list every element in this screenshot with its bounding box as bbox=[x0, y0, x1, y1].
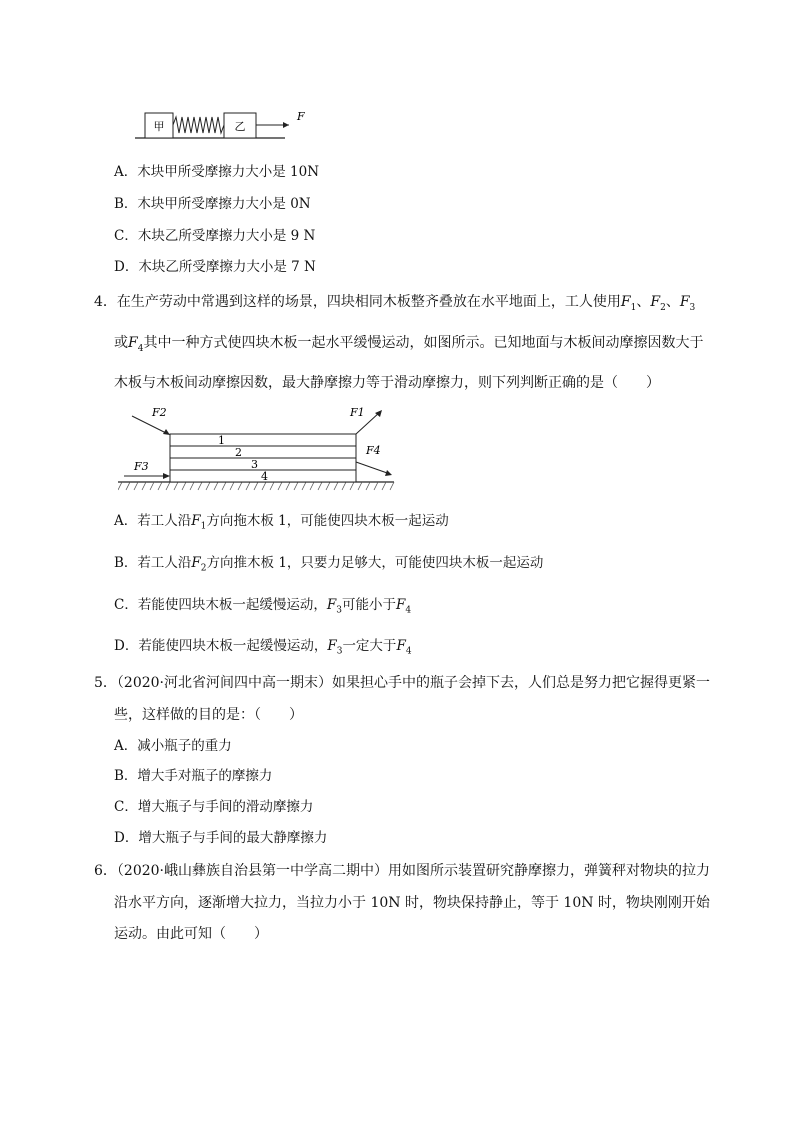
q4-option-c: C．若能使四块木板一起缓慢运动，$F_3$可能小于$F_4$ bbox=[114, 597, 412, 616]
board-3-label: 3 bbox=[251, 458, 258, 471]
q4-line-1: 4．在生产劳动中常遇到这样的场景，四块相同木板整齐叠放在水平地面上，工人使用$F_1$、$F_2$、$F_3$ bbox=[94, 294, 696, 313]
q6-line-2: 沿水平方向，逐渐增大拉力，当拉力小于 10N 时，物块保持静止，等于 10N 时，物块刚刚开始 bbox=[114, 895, 710, 911]
block-yi-label: 乙 bbox=[234, 120, 246, 133]
force-f4-label: F4 bbox=[366, 444, 381, 457]
q5-option-d: D．增大瓶子与手间的最大静摩擦力 bbox=[114, 830, 328, 846]
board-2-label: 2 bbox=[235, 446, 242, 459]
q4-option-b: B．若工人沿$F_2$方向推木板 1，只要力足够大，可能使四块木板一起运动 bbox=[114, 555, 544, 574]
q3-option-a: A．木块甲所受摩擦力大小是 10N bbox=[114, 164, 320, 180]
board-1-label: 1 bbox=[218, 434, 225, 447]
block-jia-label: 甲 bbox=[153, 120, 165, 133]
q3-option-c: C．木块乙所受摩擦力大小是 9 N bbox=[114, 228, 316, 244]
q5-option-a: A．减小瓶子的重力 bbox=[114, 738, 232, 754]
stacked-boards-figure bbox=[118, 402, 398, 494]
q3-option-d: D．木块乙所受摩擦力大小是 7 N bbox=[114, 259, 316, 275]
q6-line-1: 6．（2020·峨山彝族自治县第一中学高二期中）用如图所示装置研究静摩擦力，弹簧秤对物块的拉力 bbox=[94, 863, 710, 879]
q4-option-a: A．若工人沿$F_1$方向拖木板 1，可能使四块木板一起运动 bbox=[114, 513, 449, 532]
q4-line-3: 木板与木板间动摩擦因数，最大静摩擦力等于滑动摩擦力，则下列判断正确的是（ ） bbox=[114, 375, 660, 391]
q4-line-2: 或$F_4$其中一种方式使四块木板一起水平缓慢运动，如图所示。已知地面与木板间动摩擦因数大于 bbox=[114, 335, 704, 354]
q5-option-b: B．增大手对瓶子的摩擦力 bbox=[114, 768, 273, 784]
q3-option-b: B．木块甲所受摩擦力大小是 0N bbox=[114, 196, 311, 212]
force-f-label: F bbox=[297, 110, 305, 123]
force-f3-label: F3 bbox=[134, 460, 149, 473]
q4-option-d: D．若能使四块木板一起缓慢运动，$F_3$一定大于$F_4$ bbox=[114, 638, 412, 657]
q5-option-c: C．增大瓶子与手间的滑动摩擦力 bbox=[114, 799, 314, 815]
spring-blocks-figure bbox=[135, 108, 315, 144]
board-4-label: 4 bbox=[261, 470, 268, 483]
force-f1-label: F1 bbox=[350, 406, 365, 419]
spring bbox=[173, 117, 224, 133]
force-f2-label: F2 bbox=[152, 406, 167, 419]
q5-line-2: 些，这样做的目的是：（ ） bbox=[114, 707, 303, 723]
q6-line-3: 运动。由此可知（ ） bbox=[114, 926, 268, 942]
q5-line-1: 5．（2020·河北省河间四中高一期末）如果担心手中的瓶子会掉下去，人们总是努力把它握得更紧一 bbox=[94, 675, 710, 691]
